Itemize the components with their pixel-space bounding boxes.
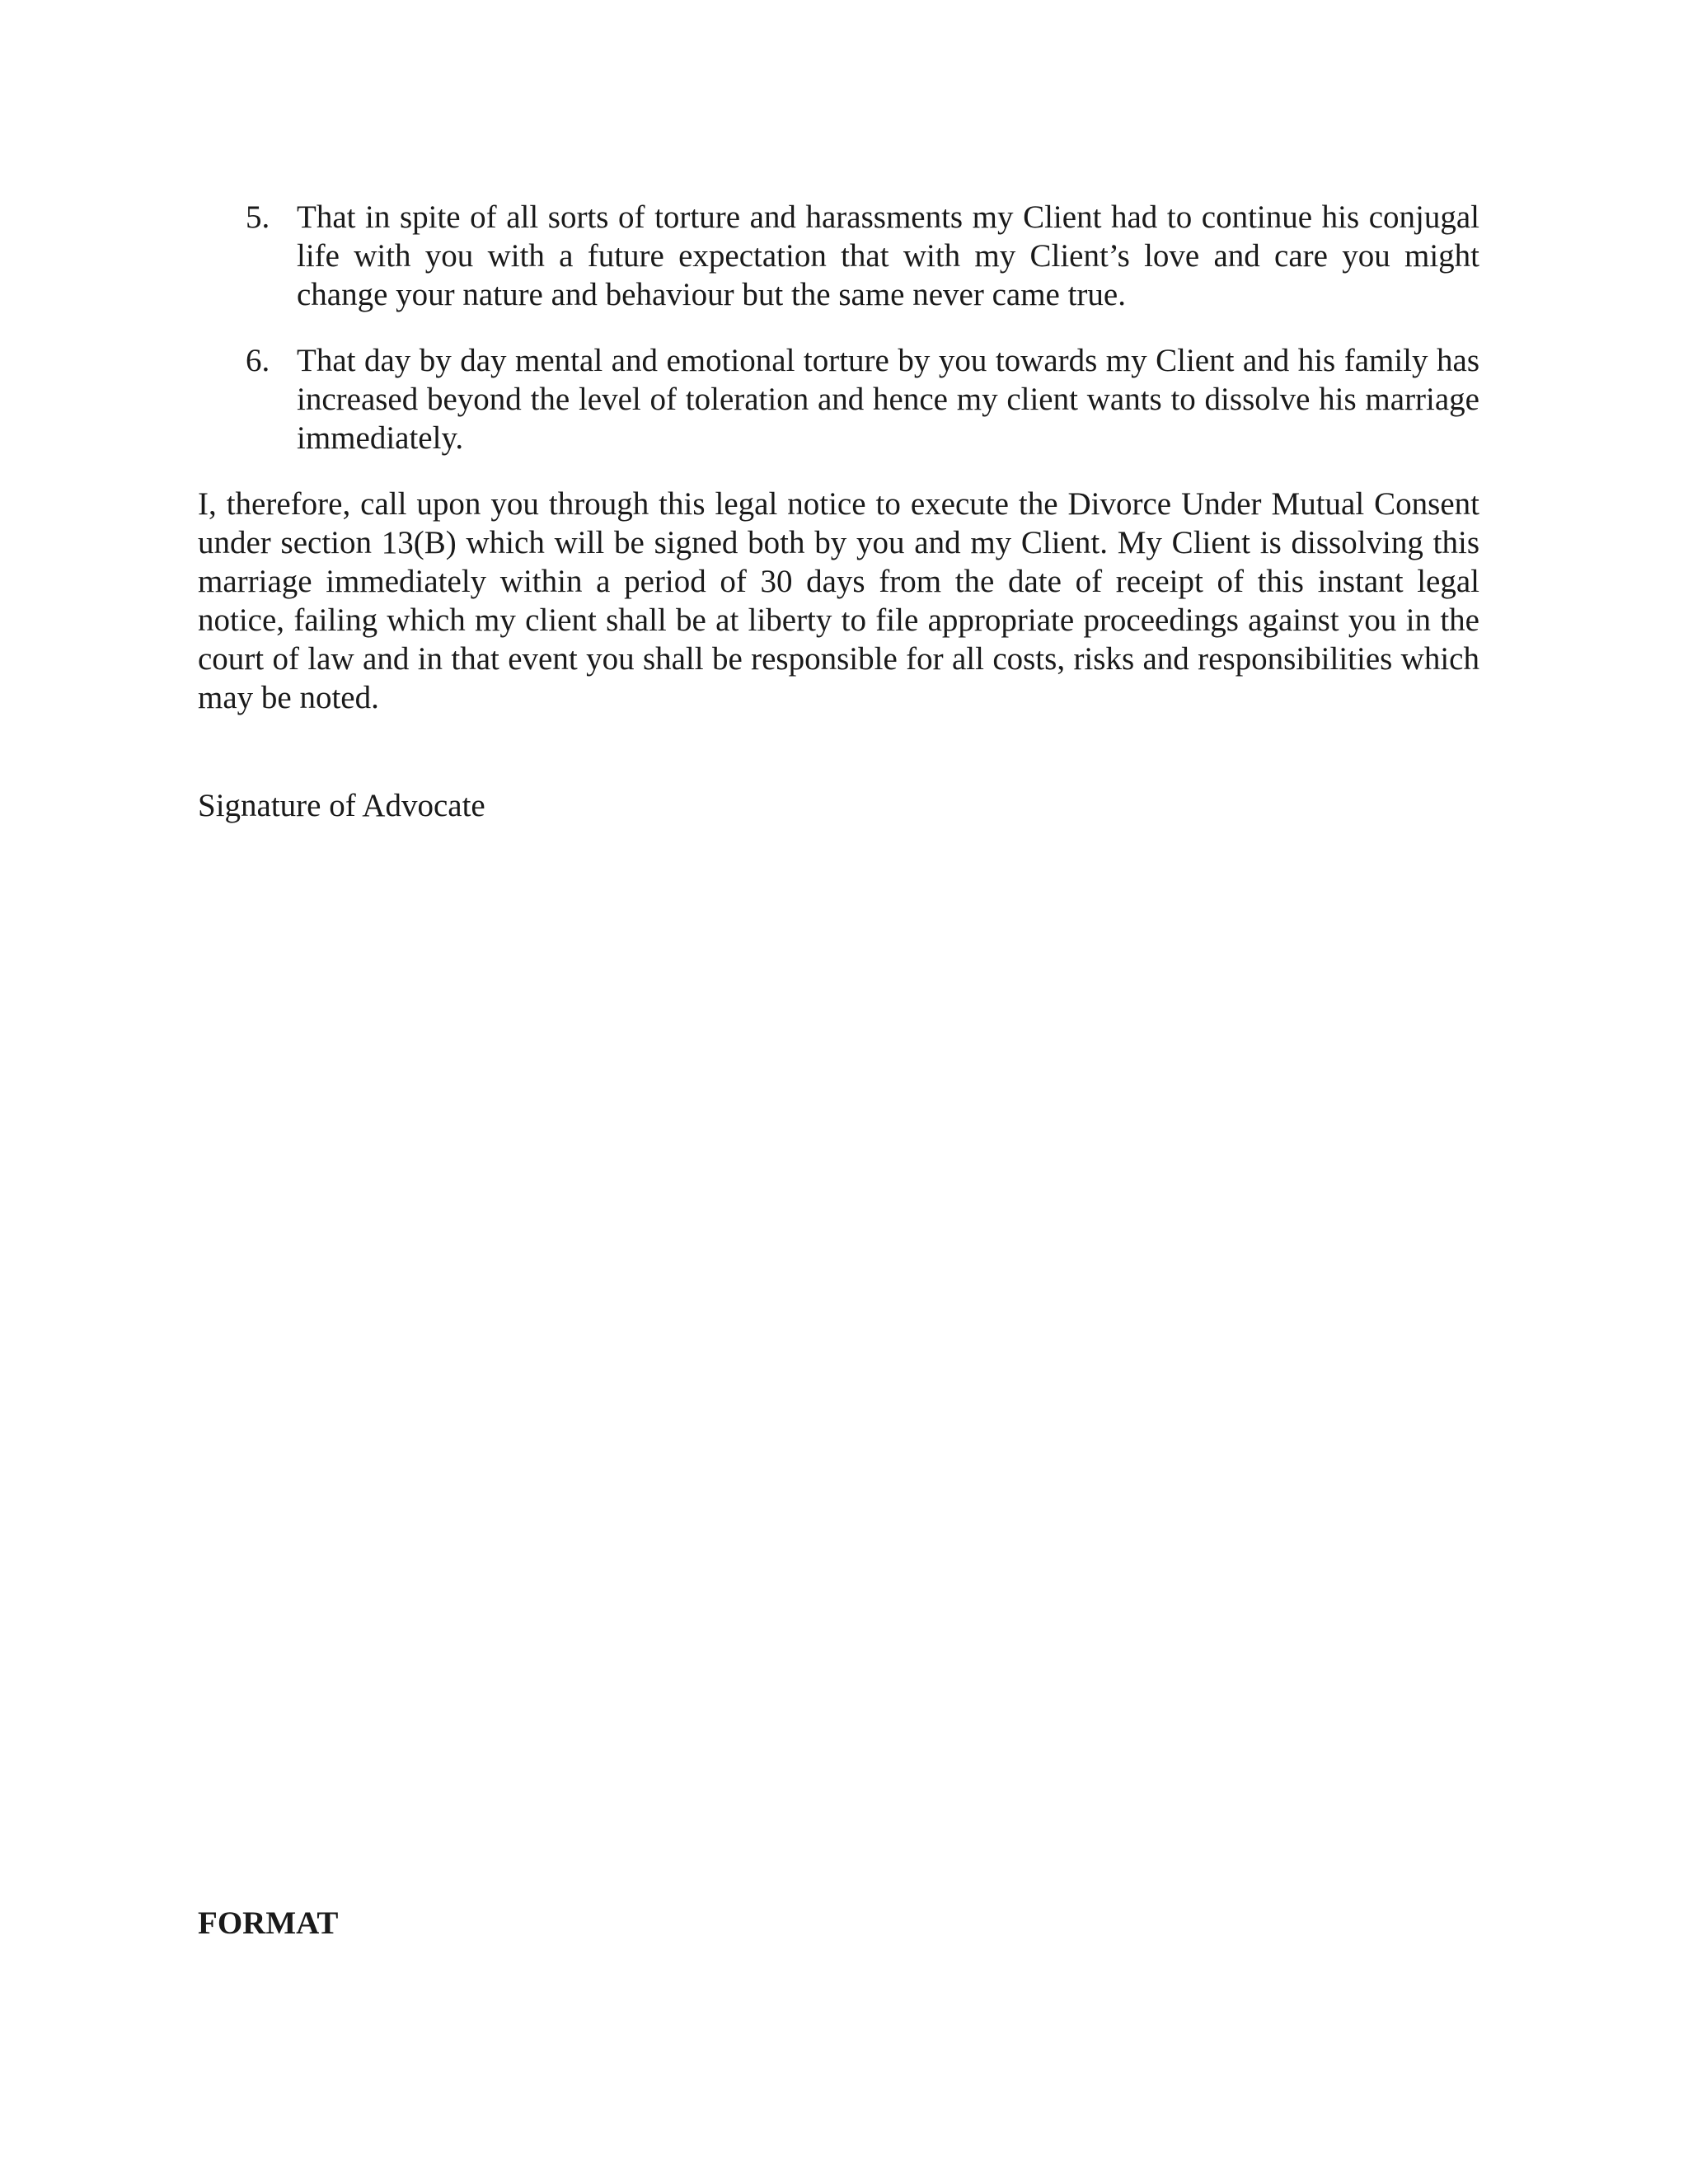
numbered-list	[198, 198, 1479, 457]
signature-line: Signature of Advocate	[198, 788, 485, 823]
list-item	[198, 198, 1479, 314]
list-item-number: 6.	[246, 343, 270, 378]
list-item	[198, 341, 1479, 457]
notice-body	[198, 198, 1479, 717]
format-heading: FORMAT	[198, 1905, 339, 1941]
list-item-text: That in spite of all sorts of torture and harassments my Client had to continue his conjugal life with you with a future expectation that with my Client’s love and care you might change your nature and behaviour but the same never came true.	[297, 199, 1479, 312]
list-item-number: 5.	[246, 199, 270, 235]
list-item-text: That day by day mental and emotional torture by you towards my Client and his family has increased beyond the level of toleration and hence my client wants to dissolve his marriage immediately.	[297, 343, 1479, 456]
demand-paragraph: I, therefore, call upon you through this legal notice to execute the Divorce Under Mutual Consent under section 13(B) which will be signed both by you and my Client. My Client is dissolving this marriage immediately within a period of 30 days from the date of receipt of this instant legal notice, failing which my client shall be at liberty to file appropriate proceedings against you in the court of law and in that event you shall be responsible for all costs, risks and responsibilities which may be noted.	[198, 486, 1479, 715]
